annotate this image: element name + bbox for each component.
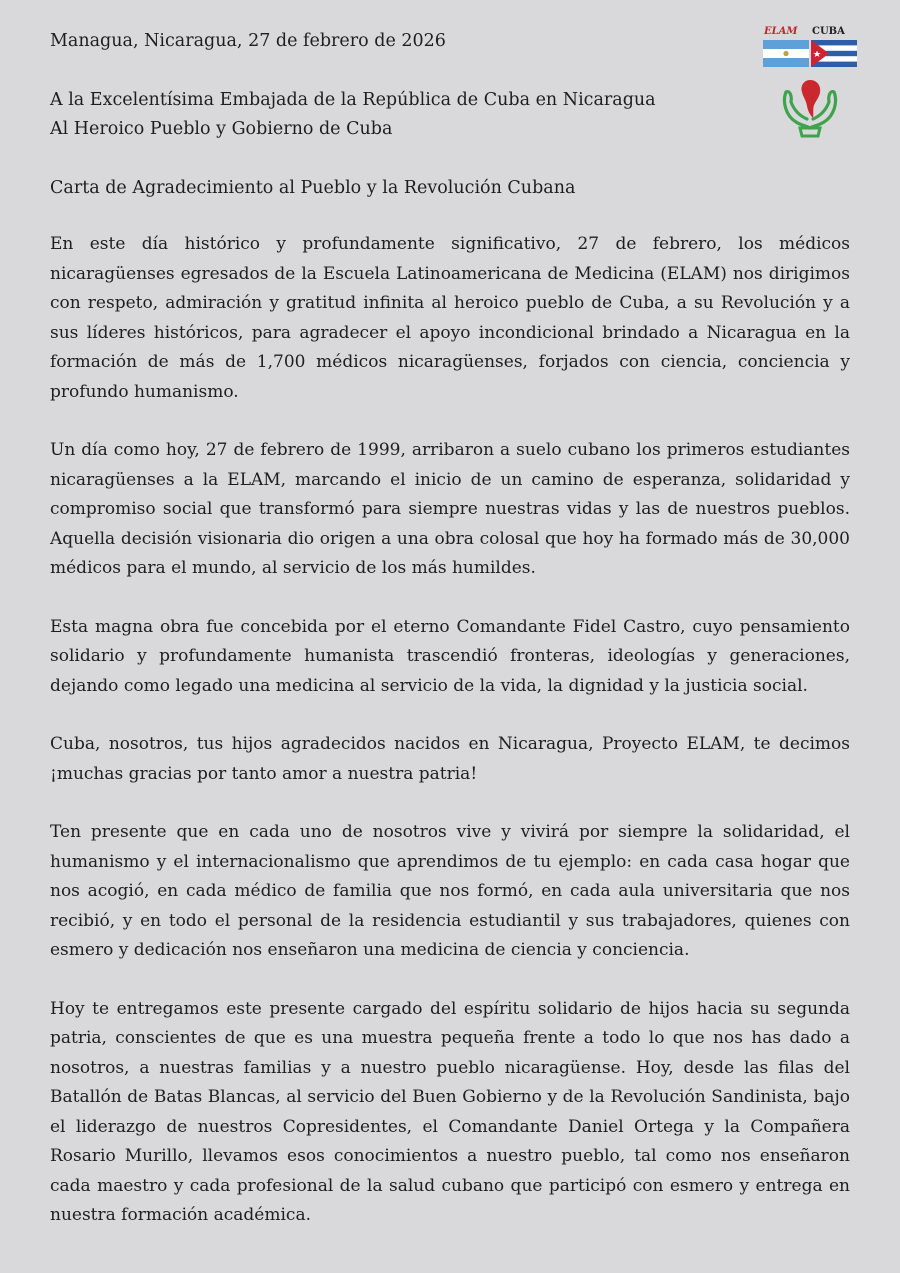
elam-cuba-logo xyxy=(760,22,860,140)
logo-right-label: CUBA xyxy=(812,26,845,37)
body-paragraph: Esta magna obra fue concebida por el eterno Comandante Fidel Castro, cuyo pensamiento solidario y profundamente humanista trascendió fronteras, ideologías y generaciones, dejando como legado una medicina al servicio de la vida, la dignidad y la justicia social. xyxy=(50,616,850,696)
body-paragraph: Ten presente que en cada uno de nosotros vive y vivirá por siempre la solidaridad, el humanismo y el internacionalismo que aprendimos de tu ejemplo: en cada casa hogar que nos acogió, en cada médico de familia que nos formó, en cada aula universitaria que nos recibió, y en todo el personal de la residencia estudiantil y sus trabajadores, quienes con esmero y dedicación nos enseñaron una medicina de ciencia y conciencia. xyxy=(50,822,850,960)
date-line: Managua, Nicaragua, 27 de febrero de 2026 xyxy=(50,31,446,51)
body-paragraph: Un día como hoy, 27 de febrero de 1999, arribaron a suelo cubano los primeros estudiantes nicaragüenses a la ELAM, marcando el inicio de un camino de esperanza, solidaridad y compromiso social que transformó para siempre nuestras vidas y las de nuestros pueblos. Aquella decisión visionaria dio origen a una obra colosal que hoy ha formado más de 30,000 médicos para el mundo, al servicio de los más humildes. xyxy=(50,440,850,578)
logo-left-label: ELAM xyxy=(764,26,798,37)
body-paragraph: Hoy te entregamos este presente cargado del espíritu solidario de hijos hacia su segunda patria, conscientes de que es una muestra pequeña frente a todo lo que nos has dado a nosotros, a nuestras familias y a nuestro pueblo nicaragüense. Hoy, desde las filas del Batallón de Batas Blancas, al servicio del Buen Gobierno y de la Revolución Sandinista, bajo el liderazgo de nuestros Copresidentes, el Comandante Daniel Ortega y la Compañera Rosario Murillo, llevamos esos conocimientos a nuestro pueblo, tal como nos enseñaron cada maestro y cada profesional de la salud cubano que participó con esmero y entrega en nuestra formación académica. xyxy=(50,998,850,1225)
body-paragraph: Cuba, nosotros, tus hijos agradecidos nacidos en Nicaragua, Proyecto ELAM, te decimos ¡muchas gracias por tanto amor a nuestra patria! xyxy=(50,734,850,784)
addressee-line: A la Excelentísima Embajada de la República de Cuba en Nicaragua xyxy=(50,90,656,110)
addressee-block xyxy=(50,86,656,144)
nicaragua-flag-icon xyxy=(763,40,809,67)
body-paragraph: En este día histórico y profundamente significativo, 27 de febrero, los médicos nicaragüenses egresados de la Escuela Latinoamericana de Medicina (ELAM) nos dirigimos con respeto, admiración y gratitud infinita al heroico pueblo de Cuba, a su Revolución y a sus líderes históricos, para agradecer el apoyo incondicional brindado a Nicaragua en la formación de más de 1,700 médicos nicaragüenses, forjados con ciencia, conciencia y profundo humanismo. xyxy=(50,234,850,402)
hands-map-icon xyxy=(784,80,835,136)
letter-subject: Carta de Agradecimiento al Pueblo y la Revolución Cubana xyxy=(50,178,576,198)
elam-cuba-emblem xyxy=(760,22,860,140)
addressee-line: Al Heroico Pueblo y Gobierno de Cuba xyxy=(50,119,393,139)
letter-body xyxy=(50,230,850,1260)
cuba-flag-icon xyxy=(811,40,857,67)
